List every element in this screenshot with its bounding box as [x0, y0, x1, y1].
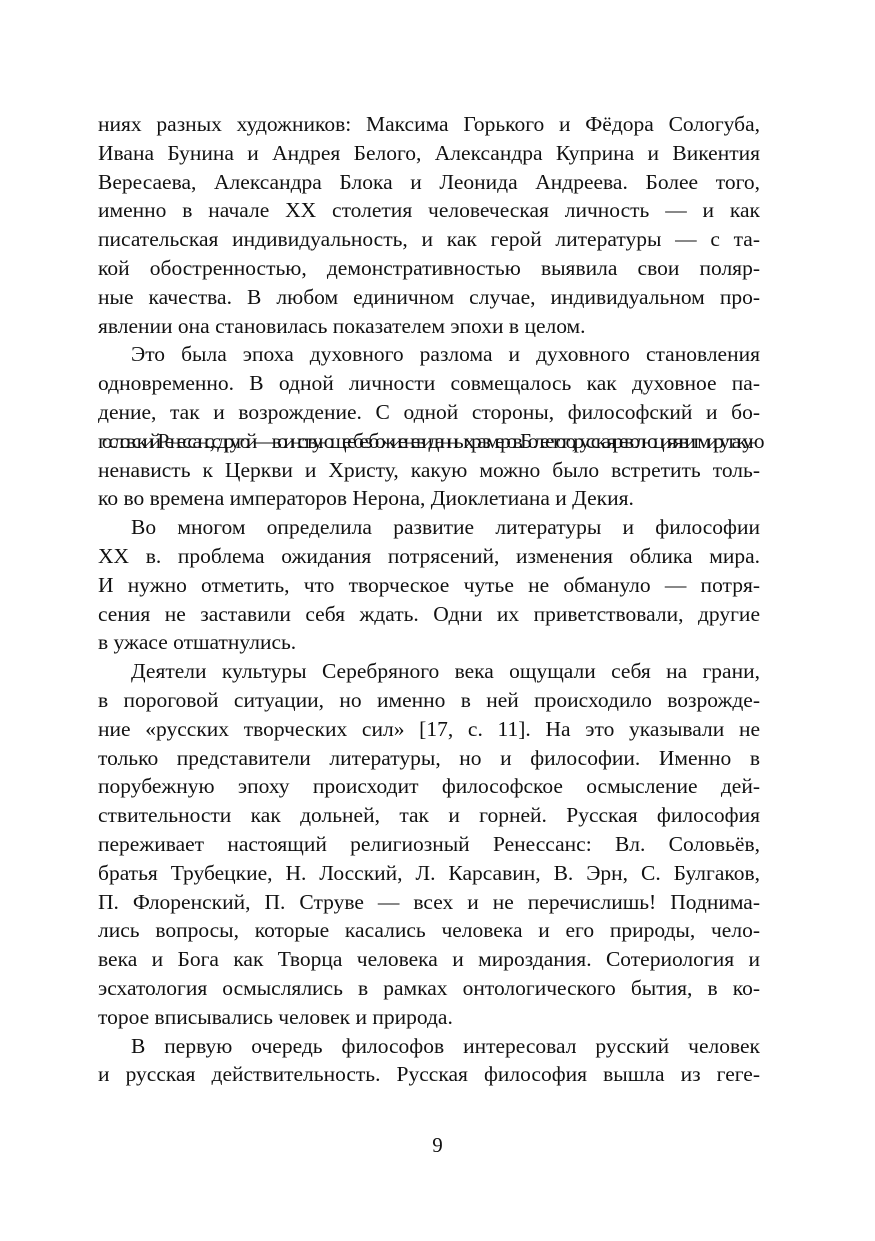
text-line: сения не заставили себя ждать. Одни их приветствовали, другие — [98, 601, 760, 626]
text-line: XX в. проблема ожидания потрясений, изменения облика мира. — [98, 543, 760, 568]
text-line: Во многом определила развитие литературы и философии — [131, 515, 760, 540]
text-line: только представители литературы, но и философии. Именно в — [98, 745, 760, 770]
text-line: и русская действительность. Русская философия вышла из геге- — [98, 1062, 760, 1087]
text-line: эсхатология осмыслялись в рамках онтологического бытия, в ко- — [98, 975, 760, 1000]
text-line: ниях разных художников: Максима Горького и Фёдора Сологуба, — [98, 112, 760, 136]
page-number: 9 — [432, 1133, 443, 1157]
text-line: П. Флоренский, П. Струве — всех и не перечислишь! Поднима- — [98, 889, 760, 914]
page-body — [98, 110, 760, 1089]
text-line: переживает настоящий религиозный Ренессанс: Вл. Соловьёв, — [98, 831, 760, 856]
text-line: И нужно отметить, что творческое чутье не обмануло — потря- — [98, 572, 760, 597]
text-line: в пороговой ситуации, но именно в ней происходило возрожде- — [98, 687, 760, 712]
paragraph — [98, 657, 760, 1031]
text-line: порубежную эпоху происходит философское осмысление дей- — [98, 774, 760, 799]
paragraph — [98, 513, 760, 657]
text-line: века и Бога как Творца человека и мироздания. Сотериология и — [98, 947, 760, 972]
text-line: братья Трубецкие, Н. Лосский, Л. Карсавин, В. Эрн, С. Булгаков, — [98, 860, 760, 885]
text-line: Это была эпоха духовного разлома и духовного становления — [131, 342, 760, 367]
text-line: Вересаева, Александра Блока и Леонида Андреева. Более того, — [98, 169, 760, 194]
text-line: ствительности как дольней, так и горней. Русская философия — [98, 803, 760, 828]
text-line: кой обостренностью, демонстративностью выявила свои поляр- — [98, 255, 760, 280]
text-line: гословский Ренессанс, с другой — воинствующее безбожие невиданных размеров. Более того, русская революция явит миру такую — [98, 428, 761, 453]
text-line: Ивана Бунина и Андрея Белого, Александра Куприна и Викентия — [98, 140, 760, 165]
text-line: лись вопросы, которые касались человека и его природы, чело- — [98, 918, 760, 943]
text-line: ненависть к Церкви и Христу, какую можно было встретить толь- — [98, 457, 760, 482]
text-line: одновременно. В одной личности совмещалось как духовное па- — [98, 371, 760, 396]
text-line: явлении она становилась показателем эпохи в целом. — [98, 313, 586, 338]
text-line: Деятели культуры Серебряного века ощущали себя на грани, — [131, 659, 760, 684]
text-line: дение, так и возрождение. С одной стороны, философский и бо- — [98, 399, 760, 424]
text-line: ние «русских творческих сил» [17, с. 11]. На это указывали не — [98, 716, 760, 741]
paragraph — [98, 1032, 760, 1090]
text-line: торое вписывались человек и природа. — [98, 1004, 453, 1029]
paragraph — [98, 110, 760, 340]
paragraph — [98, 340, 760, 513]
text-line: ные качества. В любом единичном случае, индивидуальном про- — [98, 284, 760, 309]
text-line: ко во времена императоров Нерона, Диоклетиана и Декия. — [98, 486, 634, 511]
text-line: В первую очередь философов интересовал русский человек — [131, 1033, 760, 1058]
text-line: в ужасе отшатнулись. — [98, 630, 297, 655]
text-line: именно в начале XX столетия человеческая личность — и как — [98, 198, 760, 223]
text-line: писательская индивидуальность, и как герой литературы — с та- — [98, 227, 760, 252]
